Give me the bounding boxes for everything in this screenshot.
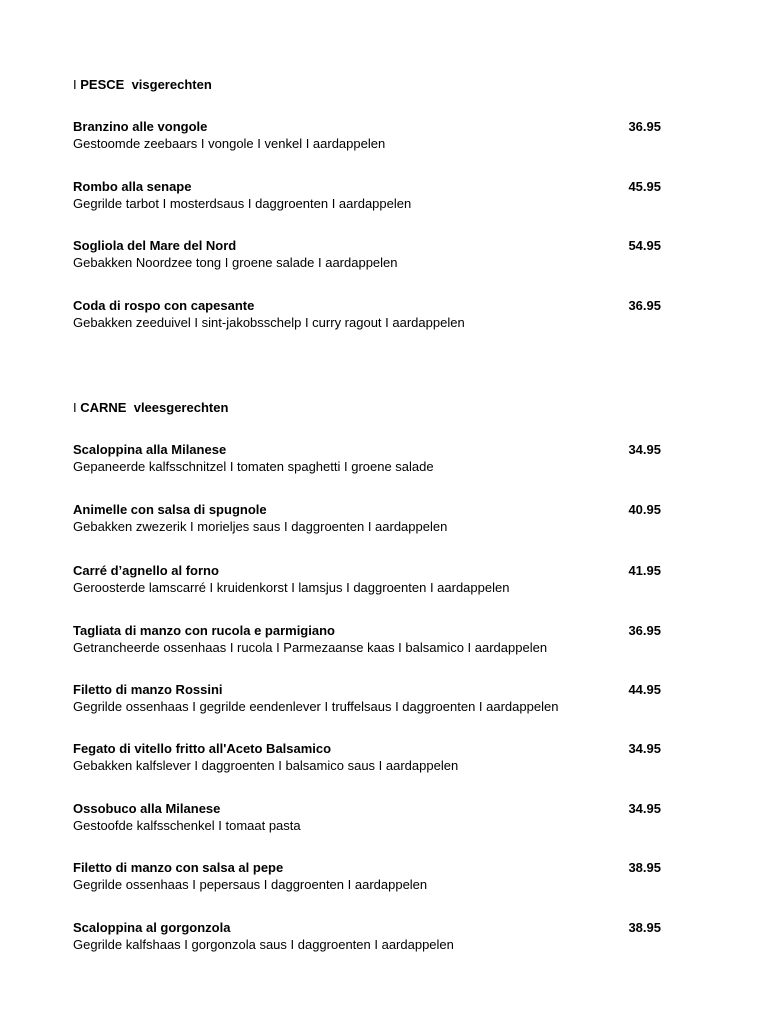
dish-name: Fegato di vitello fritto all'Aceto Balsamico [73,741,332,756]
dish-name: Sogliola del Mare del Nord [73,238,237,253]
menu-item [73,298,663,334]
dish-name: Tagliata di manzo con rucola e parmigiano [73,623,335,638]
dish-price: 40.95 [628,502,661,517]
menu-item [73,920,663,956]
menu-item [73,179,663,215]
dish-description: Gebakken zwezerik I morieljes saus I daggroenten I aardappelen [73,519,448,534]
section-subtitle: vleesgerechten [133,400,229,415]
menu-item [73,563,663,599]
dish-price: 54.95 [628,238,661,253]
dish-name: Filetto di manzo Rossini [73,682,223,697]
dish-price: 36.95 [628,119,661,134]
dish-description: Gestoofde kalfsschenkel I tomaat pasta [73,818,301,833]
dish-name: Filetto di manzo con salsa al pepe [73,860,284,875]
dish-description: Gegrilde ossenhaas I gegrilde eendenlever I truffelsaus I daggroenten I aardappelen [73,699,559,714]
dish-name: Ossobuco alla Milanese [73,801,221,816]
dish-price: 34.95 [628,801,661,816]
dish-name: Rombo alla senape [73,179,192,194]
menu-item [73,623,663,659]
section-category: CARNE [80,400,127,415]
menu-item [73,119,663,155]
section-pesce [73,77,663,93]
dish-price: 38.95 [628,920,661,935]
menu-item [73,502,663,538]
dish-description: Geroosterde lamscarré I kruidenkorst I lamsjus I daggroenten I aardappelen [73,580,510,595]
dish-description: Getrancheerde ossenhaas I rucola I Parmezaanse kaas I balsamico I aardappelen [73,640,548,655]
dish-price: 36.95 [628,298,661,313]
dish-description: Gepaneerde kalfsschnitzel I tomaten spaghetti I groene salade [73,459,434,474]
section-separator: I [73,77,77,92]
section-header-pesce [73,77,663,93]
dish-price: 34.95 [628,741,661,756]
dish-price: 38.95 [628,860,661,875]
dish-description: Gebakken zeeduivel I sint-jakobsschelp I curry ragout I aardappelen [73,315,465,330]
dish-name: Animelle con salsa di spugnole [73,502,267,517]
section-category: PESCE [80,77,125,92]
section-header-carne [73,400,663,416]
menu-item [73,238,663,274]
dish-description: Gegrilde ossenhaas I pepersaus I daggroenten I aardappelen [73,877,428,892]
section-separator: I [73,400,77,415]
dish-name: Branzino alle vongole [73,119,208,134]
menu-item [73,442,663,478]
menu-page [73,0,663,1024]
menu-item [73,682,663,718]
dish-name: Carré d’agnello al forno [73,563,219,578]
dish-description: Gegrilde kalfshaas I gorgonzola saus I daggroenten I aardappelen [73,937,454,952]
dish-description: Gegrilde tarbot I mosterdsaus I daggroenten I aardappelen [73,196,412,211]
menu-item [73,801,663,837]
dish-name: Scaloppina alla Milanese [73,442,227,457]
dish-description: Gestoomde zeebaars I vongole I venkel I aardappelen [73,136,386,151]
dish-price: 44.95 [628,682,661,697]
dish-price: 45.95 [628,179,661,194]
menu-item [73,860,663,896]
dish-name: Coda di rospo con capesante [73,298,255,313]
section-subtitle: visgerechten [131,77,212,92]
dish-price: 34.95 [628,442,661,457]
section-carne [73,400,663,416]
dish-description: Gebakken kalfslever I daggroenten I balsamico saus I aardappelen [73,758,459,773]
dish-price: 36.95 [628,623,661,638]
dish-description: Gebakken Noordzee tong I groene salade I aardappelen [73,255,398,270]
dish-price: 41.95 [628,563,661,578]
dish-name: Scaloppina al gorgonzola [73,920,231,935]
menu-item [73,741,663,777]
